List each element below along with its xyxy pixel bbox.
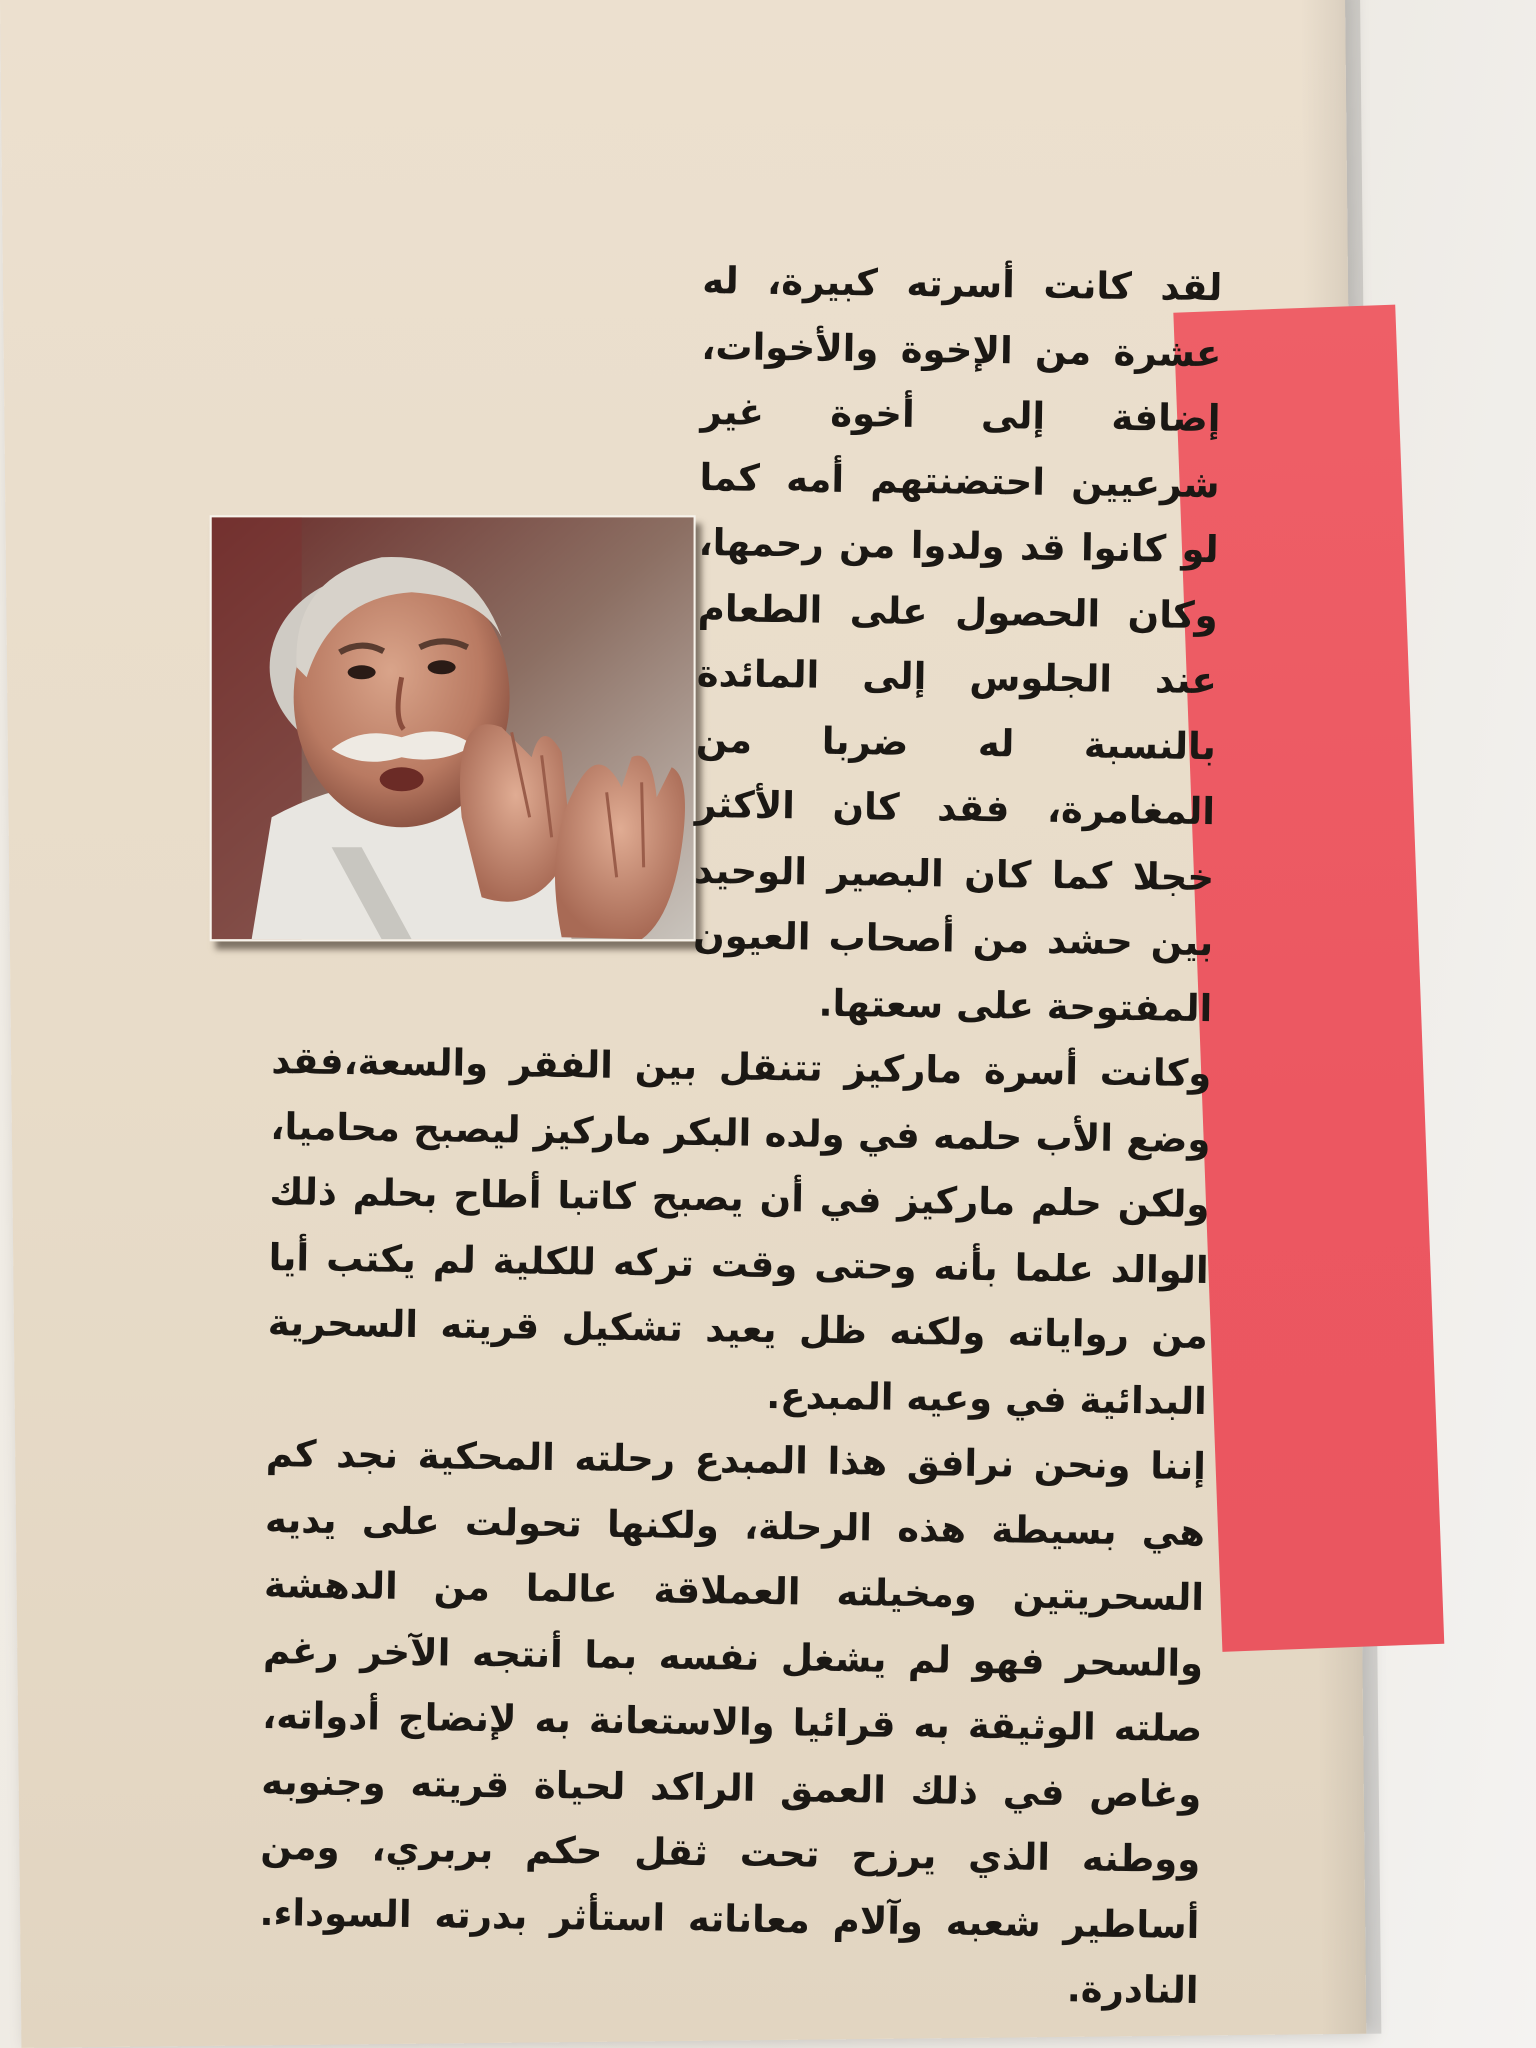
body-text (258, 242, 1223, 2023)
paragraph-3: إننا ونحن نرافق هذا المبدع رحلته المحكية نجد كم هي بسيطة هذه الرحلة، ولكنها تحولت على يديه السحريتين ومخيلته العملاقة عالما من الدهشة والسحر فهو لم يشغل نفسه بما أنتجه الآخر رغم صلته الوثيقة به قرائيا والاستعانة به لإنضاج أدواته، وغاص في ذلك العمق الراكد لحياة قريته وجنوبه ووطنه الذي يرزح تحت ثقل حكم بربري، ومن أساطير شعبه وآلام معاناته استأثر بدرته السوداء. النادرة. (259, 1431, 1207, 2013)
paragraph-2: وكانت أسرة ماركيز تتنقل بين الفقر والسعة،فقد وضع الأب حلمه في ولده البكر ماركيز ليصبح محاميا، ولكن حلم ماركيز في أن يصبح كاتبا أطاح بحلم ذلك الوالد علما بأنه وحتى وقت تركه للكلية لم يكتب أيا من رواياته ولكنه ظل يعيد تشكيل قريته السحرية البدائية في وعيه المبدع. (267, 1039, 1212, 1423)
photo-wrap-space (273, 492, 699, 958)
paragraph-1: لقد كانت أسرته كبيرة، له عشرة من الإخوة والأخوات، إضافة إلى أخوة غير شرعيين احتضنتهم أمه كما لو كانوا قد ولدوا من رحمها، وكان الحصول على الطعام عند الجلوس إلى المائدة بالنسبة له ضربا من المغامرة، فقد كان الأكثر خجلا كما كان البصير الوحيد بين حشد من أصحاب العيون المفتوحة على سعتها. (692, 258, 1223, 1030)
